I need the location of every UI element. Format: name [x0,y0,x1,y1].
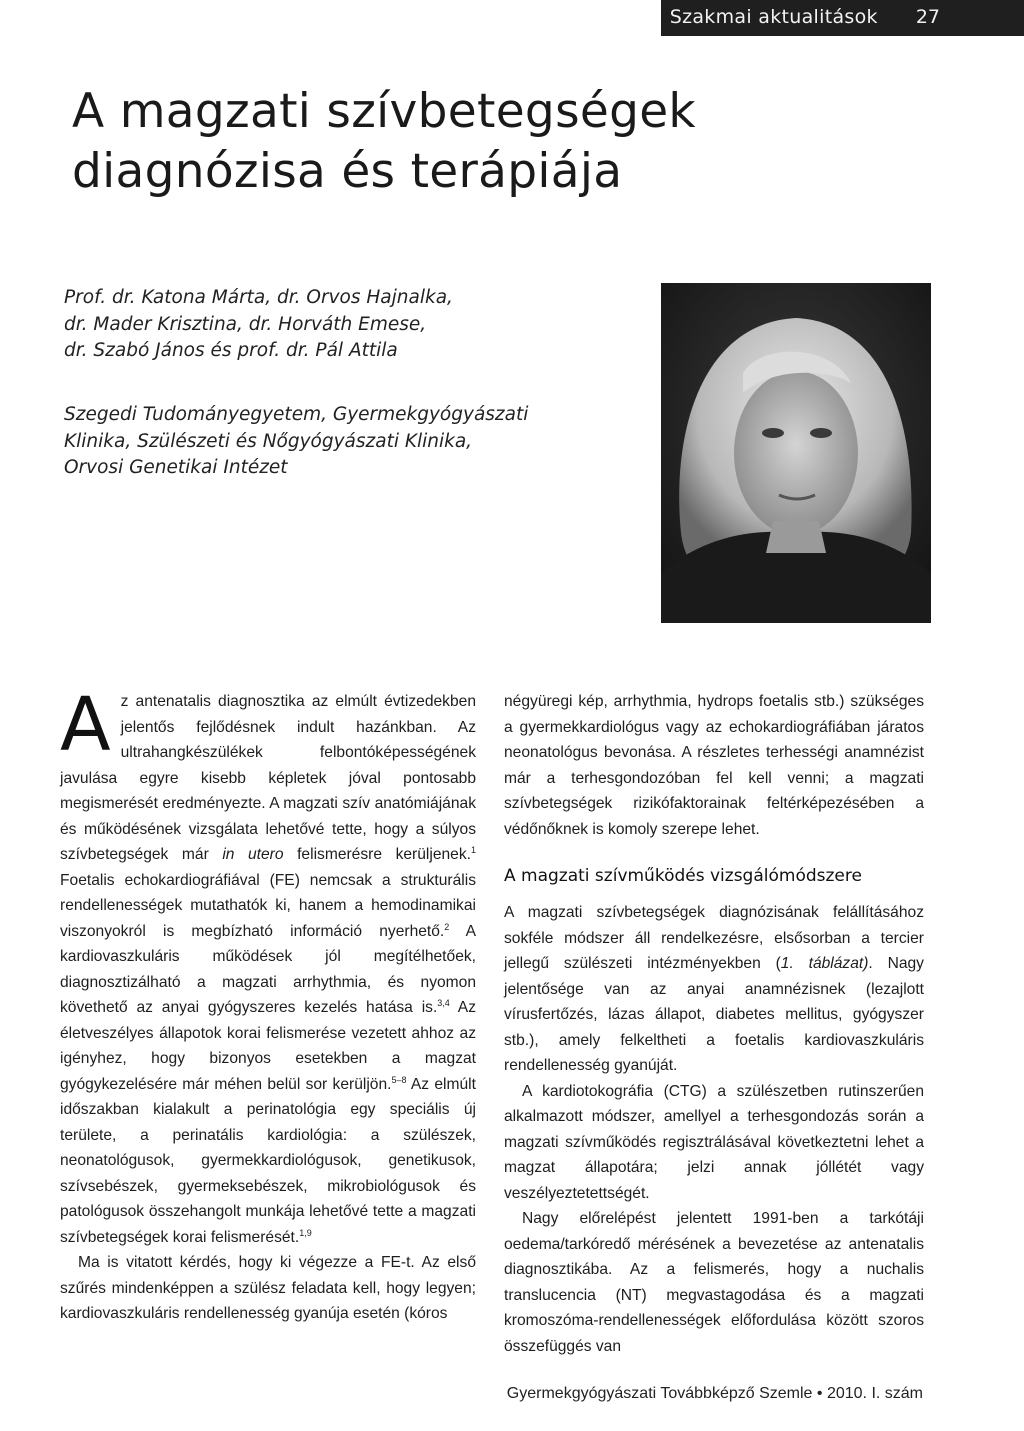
citation-ref: 5–8 [391,1074,407,1085]
citation-ref: 1,9 [299,1227,312,1238]
title-line-1: A magzati szívbetegségek [72,84,696,139]
text-run: z antenatalis diagnosztika az elmúlt évtizedekben jelentős fejlődésnek indult hazánkban. Az ultrahangkészülékek felbontóképességének javulása egyre kisebb képletek jóval pontosabb megismerését eredményezte. A magzati szív anatómiájának és működésének vizsgálata lehetővé tette, hogy a súlyos szívbetegségek már [60,693,476,863]
text-run: A kardiovaszkuláris működések jól megítélhetőek, diagnosztizálható a magzati arrhythmia, és nyomon követhető az anyai gyógyszeres kezelés hatása is. [60,922,476,1016]
text-run: Foetalis echokardiográfiával (FE) nemcsak a strukturális rendellenességek mutathatók ki, hanem a hemodinamikai viszonyokról is megbízható információ nyerhető. [60,871,476,940]
author-list [64,285,534,365]
page-number: 27 [915,6,940,28]
body-paragraph: A kardiotokográfia (CTG) a szülészetben rutinszerűen alkalmazott módszer, amellyel a terhesgondozás során a magzati szívműködés regisztrálásával következtetni lehet a magzat állapotára; jelzi annak jóllétét vagy veszélyeztetettségét. [504,1082,924,1202]
body-paragraph: Ma is vitatott kérdés, hogy ki végezze a FE-t. Az első szűrés mindenképpen a szülész feladata kell, hogy legyen; kardiovaszkuláris rendellenesség gyanúja esetén (kóros [60,1254,476,1322]
citation-ref: 1 [470,845,476,855]
affiliation-line: Klinika, Szülészeti és Nőgyógyászati Klinika, [64,430,473,452]
author-portrait-photo [661,283,931,623]
table-reference: 1. táblázat) [780,955,869,972]
bullet-separator: • [816,1385,823,1402]
drop-cap: A [60,682,111,768]
portrait-image [661,283,931,623]
text-run: Az elmúlt időszakban kialakult a perinatológia egy speciális új területe, a perinatális kardiológia: a szülészek, neonatológusok, gyermekkardiológusok, genetikusok, szívsebészek, gyermeksebészek, mikrobiológusok és patológusok összehangolt munkája lehetővé tette a magzati szívbetegségek korai felismerését. [60,1075,476,1246]
author-line: dr. Szabó János és prof. dr. Pál Attila [64,340,398,361]
article-title [72,82,712,202]
body-paragraph [504,900,924,1079]
text-run: felismerésre kerüljenek. [283,846,471,863]
journal-footer [493,1385,923,1403]
author-line: Prof. dr. Katona Márta, dr. Orvos Hajnalka, [64,287,453,308]
affiliation-line: Orvosi Genetikai Intézet [64,457,288,478]
intro-paragraph [60,682,476,1250]
right-text-column [504,689,924,1359]
section-header-bar [661,0,1024,36]
citation-ref: 3,4 [437,998,450,1008]
issue-label: 2010. I. szám [826,1385,923,1402]
title-line-2: diagnózisa és terápiája [72,144,623,199]
text-run: A magzati szívbetegségek diagnózisának felállításához sokféle módszer áll rendelkezésre, elsősorban a tercier jellegű szülészeti intézményekben ( [504,904,924,972]
journal-name: Gyermekgyógyászati Továbbképző Szemle [506,1385,813,1402]
body-paragraph: négyüregi kép, arrhythmia, hydrops foetalis stb.) szükséges a gyermekkardiológus vagy az echokardiográfiában járatos neonatológus bevonása. A részletes terhességi anamnézist már a terhesgondozóban fel kell venni; a magzati szívbetegségek rizikófaktorainak feltérképezésében a védőnőknek is komoly szerepe lehet. [504,693,924,838]
body-paragraph: Nagy előrelépést jelentett 1991-ben a tarkótáji oedema/tarkóredő mérésének a bevezetése az antenatalis diagnosztikába. Az a felismerés, hogy a nuchalis translucencia (NT) megvastagodása és a magzati kromoszóma-rendellenességek előfordulása között szoros összefüggés van [504,1210,924,1355]
left-text-column [60,682,476,1327]
italic-term: in utero [222,846,284,863]
citation-ref: 2 [444,921,450,932]
text-run: . Nagy jelentősége van az anyai anamnézisnek (lezajlott vírusfertőzés, lázas állapot, diabetes mellitus, gyógyszer stb.), amely felkeltheti a foetalis kardiovaszkuláris rendellenesség gyanúját. [504,955,924,1074]
affiliation [64,402,534,482]
section-label: Szakmai aktualitások [669,6,878,28]
affiliation-line: Szegedi Tudományegyetem, Gyermekgyógyászati [64,404,529,425]
section-subheading: A magzati szívműködés vizsgálómódszere [504,866,862,886]
text-run: Az életveszélyes állapotok korai felismerése vezetett ahhoz az igényhez, hogy bizonyos esetekben a magzat gyógykezelésére már méhen belül sor kerüljön. [60,999,476,1093]
author-line: dr. Mader Krisztina, dr. Horváth Emese, [64,313,427,335]
